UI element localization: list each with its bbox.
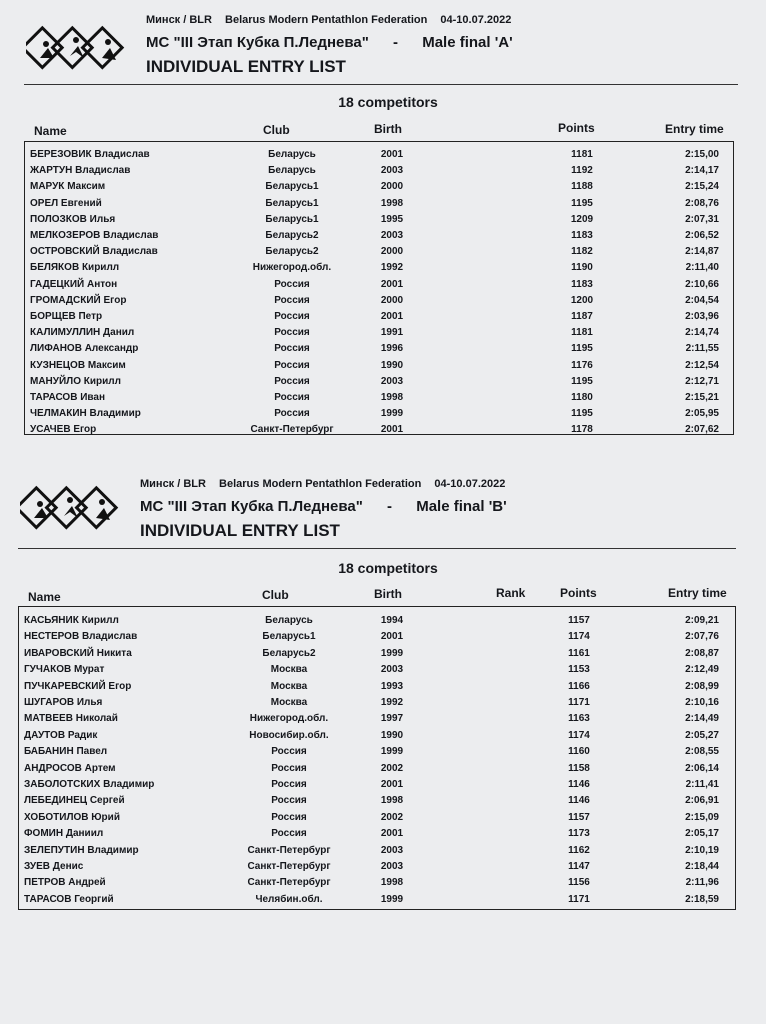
athlete-name: ЗАБОЛОТСКИХ Владимир xyxy=(24,779,155,790)
table-row xyxy=(19,891,735,907)
column-header-rank: Rank xyxy=(496,586,526,600)
athlete-entry-time: 2:12,49 xyxy=(685,664,719,676)
table-row xyxy=(25,211,733,227)
athlete-entry-time: 2:12,71 xyxy=(685,375,719,387)
athlete-entry-time: 2:10,16 xyxy=(685,697,719,708)
table-row xyxy=(19,809,735,825)
athlete-club: Челябин.обл. xyxy=(255,893,323,905)
athlete-name: МЕЛКОЗЕРОВ Владислав xyxy=(30,230,159,241)
athlete-birth-year: 1999 xyxy=(380,893,404,905)
table-row xyxy=(25,146,733,162)
athlete-club: Россия xyxy=(274,311,310,322)
athlete-name: ТАРАСОВ Георгий xyxy=(24,893,114,905)
athlete-points: 1174 xyxy=(568,631,590,643)
event-title xyxy=(146,34,513,51)
athlete-points: 1171 xyxy=(568,697,590,708)
athlete-birth-year: 2000 xyxy=(380,246,404,258)
athlete-entry-time: 2:14,74 xyxy=(685,327,719,339)
athlete-points: 1161 xyxy=(568,647,590,659)
athlete-points: 1182 xyxy=(571,246,593,258)
athlete-birth-year: 2000 xyxy=(380,294,404,306)
athlete-entry-time: 2:05,95 xyxy=(685,408,719,420)
athlete-club: Россия xyxy=(271,746,307,758)
athlete-birth-year: 1998 xyxy=(380,197,404,209)
athlete-entry-time: 2:10,19 xyxy=(685,844,719,856)
athlete-points: 1158 xyxy=(568,762,590,774)
athlete-birth-year: 2003 xyxy=(380,165,404,177)
athlete-birth-year: 1990 xyxy=(380,729,404,741)
athlete-club: Россия xyxy=(274,408,310,420)
table-row xyxy=(25,162,733,178)
athlete-entry-time: 2:06,91 xyxy=(685,795,719,807)
athlete-club: Санкт-Петербург xyxy=(247,877,331,889)
athlete-birth-year: 2003 xyxy=(380,230,404,241)
list-title: INDIVIDUAL ENTRY LIST xyxy=(146,57,346,76)
athlete-points: 1181 xyxy=(571,327,593,339)
athlete-birth-year: 2002 xyxy=(380,811,404,823)
athlete-club: Россия xyxy=(271,795,307,807)
competitor-count: 18 competitors xyxy=(338,94,438,110)
table-row xyxy=(19,727,735,743)
table-row xyxy=(25,373,733,389)
athlete-entry-time: 2:18,59 xyxy=(685,893,719,905)
table-row xyxy=(25,324,733,340)
table-row xyxy=(25,276,733,292)
athlete-points: 1180 xyxy=(571,392,593,403)
event-name: МС "III Этап Кубка П.Леднева" xyxy=(140,498,363,515)
athlete-club: Новосибир.обл. xyxy=(249,729,329,741)
athlete-entry-time: 2:11,40 xyxy=(685,262,719,274)
athlete-name: ОСТРОВСКИЙ Владислав xyxy=(30,246,158,258)
athlete-club: Санкт-Петербург xyxy=(247,844,331,856)
athlete-birth-year: 1993 xyxy=(380,680,404,692)
athlete-name: ПОЛОЗКОВ Илья xyxy=(30,213,116,225)
athlete-name: ЧЕЛМАКИН Владимир xyxy=(30,408,141,420)
pentathlon-logo-icon xyxy=(26,18,131,76)
entry-table xyxy=(18,606,736,910)
athlete-club: Россия xyxy=(271,779,307,790)
athlete-name: ОРЕЛ Евгений xyxy=(30,197,102,209)
column-header-club: Club xyxy=(263,123,290,137)
athlete-birth-year: 1997 xyxy=(380,713,404,725)
athlete-entry-time: 2:06,52 xyxy=(685,230,719,241)
column-header-entry-time: Entry time xyxy=(665,122,724,136)
athlete-club: Россия xyxy=(274,327,310,339)
table-row xyxy=(25,308,733,324)
athlete-birth-year: 1999 xyxy=(380,408,404,420)
athlete-birth-year: 2003 xyxy=(380,664,404,676)
athlete-name: МАНУЙЛО Кирилл xyxy=(30,375,121,387)
athlete-entry-time: 2:14,17 xyxy=(685,165,719,177)
athlete-birth-year: 2002 xyxy=(380,762,404,774)
athlete-entry-time: 2:08,76 xyxy=(685,197,719,209)
final-label: Male final 'B' xyxy=(416,498,507,515)
column-header-birth: Birth xyxy=(374,587,402,601)
athlete-points: 1181 xyxy=(571,149,593,160)
athlete-name: ЗЕЛЕПУТИН Владимир xyxy=(24,844,139,856)
title-dash: - xyxy=(393,34,399,51)
athlete-points: 1190 xyxy=(571,262,593,274)
column-header-entry-time: Entry time xyxy=(668,586,727,600)
table-row xyxy=(25,421,733,437)
athlete-name: ЖАРТУН Владислав xyxy=(30,165,131,177)
table-row xyxy=(19,694,735,710)
athlete-points: 1146 xyxy=(568,779,590,790)
event-name: МС "III Этап Кубка П.Леднева" xyxy=(146,34,369,51)
athlete-club: Беларусь xyxy=(268,149,316,160)
athlete-entry-time: 2:08,55 xyxy=(685,746,719,758)
location-text: Минск / BLR xyxy=(140,478,206,490)
athlete-entry-time: 2:09,21 xyxy=(685,615,719,626)
athlete-name: ХОБОТИЛОВ Юрий xyxy=(24,811,120,823)
athlete-entry-time: 2:15,21 xyxy=(685,392,719,403)
athlete-points: 1183 xyxy=(571,230,593,241)
athlete-club: Беларусь xyxy=(268,165,316,177)
table-row xyxy=(19,612,735,628)
athlete-birth-year: 1998 xyxy=(380,392,404,403)
table-row xyxy=(25,259,733,275)
athlete-entry-time: 2:12,54 xyxy=(685,359,719,371)
athlete-name: ДАУТОВ Радик xyxy=(24,729,98,741)
column-header-birth: Birth xyxy=(374,122,402,136)
athlete-points: 1160 xyxy=(568,746,590,758)
table-row xyxy=(19,743,735,759)
athlete-name: АНДРОСОВ Артем xyxy=(24,762,116,774)
athlete-birth-year: 2003 xyxy=(380,861,404,872)
final-label: Male final 'A' xyxy=(422,34,513,51)
competitor-count: 18 competitors xyxy=(338,560,438,576)
athlete-entry-time: 2:05,17 xyxy=(685,828,719,840)
athlete-birth-year: 2001 xyxy=(380,278,404,290)
athlete-entry-time: 2:11,41 xyxy=(685,779,719,790)
athlete-name: ЛИФАНОВ Александр xyxy=(30,343,139,355)
table-row xyxy=(19,792,735,808)
event-title xyxy=(140,498,507,515)
table-row xyxy=(19,776,735,792)
table-row xyxy=(25,357,733,373)
athlete-points: 1195 xyxy=(571,375,593,387)
dates-text: 04-10.07.2022 xyxy=(440,14,512,26)
athlete-name: ПЕТРОВ Андрей xyxy=(24,877,106,889)
athlete-name: БЕЛЯКОВ Кирилл xyxy=(30,262,120,274)
athlete-club: Россия xyxy=(274,294,310,306)
athlete-points: 1209 xyxy=(570,213,594,225)
athlete-points: 1162 xyxy=(568,844,590,856)
athlete-birth-year: 2003 xyxy=(380,844,404,856)
athlete-club: Нижегород.обл. xyxy=(249,713,329,725)
athlete-name: КАЛИМУЛЛИН Данил xyxy=(30,327,135,339)
athlete-points: 1156 xyxy=(568,877,590,889)
entry-table xyxy=(24,141,734,435)
table-row xyxy=(19,628,735,644)
athlete-name: МАТВЕЕВ Николай xyxy=(24,713,118,725)
athlete-club: Россия xyxy=(274,375,310,387)
table-row xyxy=(19,842,735,858)
list-title: INDIVIDUAL ENTRY LIST xyxy=(140,521,340,540)
athlete-name: ПУЧКАРЕВСКИЙ Егор xyxy=(24,680,132,692)
athlete-points: 1195 xyxy=(571,343,593,355)
column-header-points: Points xyxy=(558,121,595,135)
athlete-name: КУЗНЕЦОВ Максим xyxy=(30,359,126,371)
athlete-entry-time: 2:18,44 xyxy=(685,861,719,872)
athlete-club: Санкт-Петербург xyxy=(250,424,334,436)
athlete-birth-year: 2001 xyxy=(380,779,404,790)
table-row xyxy=(19,760,735,776)
athlete-points: 1171 xyxy=(568,893,590,905)
athlete-entry-time: 2:07,62 xyxy=(685,424,719,436)
athlete-name: ЛЕБЕДИНЕЦ Сергей xyxy=(24,795,125,807)
athlete-points: 1183 xyxy=(571,278,593,290)
column-header-club: Club xyxy=(262,588,289,602)
athlete-entry-time: 2:08,87 xyxy=(685,647,719,659)
athlete-entry-time: 2:07,31 xyxy=(685,213,719,225)
athlete-name: ГУЧАКОВ Мурат xyxy=(24,664,105,676)
athlete-birth-year: 2001 xyxy=(380,311,404,322)
athlete-entry-time: 2:11,96 xyxy=(685,877,719,889)
table-row xyxy=(19,678,735,694)
athlete-birth-year: 1999 xyxy=(380,647,404,659)
athlete-birth-year: 1998 xyxy=(380,795,404,807)
athlete-name: ЗУЕВ Денис xyxy=(24,861,84,872)
athlete-points: 1188 xyxy=(571,181,593,193)
athlete-entry-time: 2:05,27 xyxy=(685,729,719,741)
athlete-club: Беларусь1 xyxy=(265,197,319,209)
athlete-points: 1157 xyxy=(568,811,590,823)
athlete-name: ИВАРОВСКИЙ Никита xyxy=(24,647,132,659)
athlete-entry-time: 2:08,99 xyxy=(685,680,719,692)
athlete-points: 1166 xyxy=(568,680,590,692)
athlete-birth-year: 2001 xyxy=(380,828,404,840)
athlete-birth-year: 1992 xyxy=(380,262,404,274)
table-row xyxy=(19,661,735,677)
table-row xyxy=(25,227,733,243)
athlete-points: 1195 xyxy=(571,408,593,420)
athlete-club: Беларусь2 xyxy=(262,647,316,659)
athlete-name: БОРЩЕВ Петр xyxy=(30,311,103,322)
athlete-club: Москва xyxy=(270,680,308,692)
athlete-name: ГАДЕЦКИЙ Антон xyxy=(30,278,118,290)
athlete-name: ТАРАСОВ Иван xyxy=(30,392,106,403)
athlete-entry-time: 2:03,96 xyxy=(685,311,719,322)
athlete-name: БЕРЕЗОВИК Владислав xyxy=(30,149,150,160)
table-row xyxy=(25,195,733,211)
entry-list-sheet-a xyxy=(0,0,766,470)
athlete-entry-time: 2:11,55 xyxy=(685,343,719,355)
athlete-birth-year: 2001 xyxy=(380,631,404,643)
athlete-name: УСАЧЕВ Егор xyxy=(30,424,97,436)
athlete-club: Беларусь2 xyxy=(265,246,319,258)
athlete-club: Нижегород.обл. xyxy=(252,262,332,274)
athlete-entry-time: 2:07,76 xyxy=(685,631,719,643)
event-meta-line xyxy=(146,14,521,26)
table-row xyxy=(25,178,733,194)
athlete-birth-year: 1996 xyxy=(380,343,404,355)
athlete-club: Россия xyxy=(271,828,307,840)
athlete-name: МАРУК Максим xyxy=(30,181,106,193)
athlete-points: 1146 xyxy=(568,795,590,807)
athlete-name: ГРОМАДСКИЙ Егор xyxy=(30,294,127,306)
athlete-club: Санкт-Петербург xyxy=(247,861,331,872)
athlete-club: Россия xyxy=(274,343,310,355)
athlete-birth-year: 2001 xyxy=(380,149,404,160)
table-row xyxy=(25,340,733,356)
athlete-name: БАБАНИН Павел xyxy=(24,746,108,758)
athlete-points: 1176 xyxy=(571,359,593,371)
athlete-points: 1195 xyxy=(571,197,593,209)
athlete-points: 1178 xyxy=(571,424,593,436)
header-divider xyxy=(18,548,736,549)
athlete-club: Беларусь1 xyxy=(262,631,316,643)
athlete-entry-time: 2:14,87 xyxy=(685,246,719,258)
athlete-points: 1153 xyxy=(568,664,590,676)
athlete-entry-time: 2:15,24 xyxy=(685,181,719,193)
athlete-points: 1192 xyxy=(571,165,593,177)
athlete-club: Россия xyxy=(274,359,310,371)
dates-text: 04-10.07.2022 xyxy=(434,478,506,490)
athlete-birth-year: 1995 xyxy=(380,213,404,225)
federation-text: Belarus Modern Pentathlon Federation xyxy=(225,14,428,26)
table-row xyxy=(19,710,735,726)
athlete-name: НЕСТЕРОВ Владислав xyxy=(24,631,138,643)
table-row xyxy=(19,874,735,890)
table-row xyxy=(19,858,735,874)
athlete-birth-year: 1991 xyxy=(380,327,404,339)
federation-text: Belarus Modern Pentathlon Federation xyxy=(219,478,422,490)
athlete-club: Москва xyxy=(270,664,308,676)
athlete-birth-year: 2001 xyxy=(380,424,404,436)
table-row xyxy=(25,389,733,405)
title-dash: - xyxy=(387,498,393,515)
athlete-birth-year: 1998 xyxy=(380,877,404,889)
athlete-points: 1157 xyxy=(568,615,590,626)
column-header-points: Points xyxy=(560,586,597,600)
athlete-name: ШУГАРОВ Илья xyxy=(24,697,103,708)
athlete-name: КАСЬЯНИК Кирилл xyxy=(24,615,119,626)
athlete-birth-year: 1994 xyxy=(380,615,404,626)
athlete-birth-year: 2003 xyxy=(380,375,404,387)
location-text: Минск / BLR xyxy=(146,14,212,26)
header-divider xyxy=(24,84,738,85)
athlete-club: Беларусь2 xyxy=(265,230,319,241)
column-header-name: Name xyxy=(34,124,67,138)
table-row xyxy=(25,292,733,308)
athlete-birth-year: 1992 xyxy=(380,697,404,708)
column-header-name: Name xyxy=(28,590,61,604)
athlete-club: Беларусь1 xyxy=(265,181,319,193)
athlete-points: 1147 xyxy=(568,861,590,872)
athlete-birth-year: 1999 xyxy=(380,746,404,758)
athlete-birth-year: 2000 xyxy=(380,181,404,193)
athlete-entry-time: 2:04,54 xyxy=(685,294,719,306)
table-row xyxy=(19,825,735,841)
athlete-club: Россия xyxy=(274,278,310,290)
athlete-entry-time: 2:14,49 xyxy=(685,713,719,725)
pentathlon-logo-icon xyxy=(20,478,125,536)
table-row xyxy=(19,645,735,661)
athlete-points: 1173 xyxy=(568,828,590,840)
athlete-entry-time: 2:15,09 xyxy=(685,811,719,823)
athlete-points: 1200 xyxy=(570,294,594,306)
athlete-entry-time: 2:06,14 xyxy=(685,762,719,774)
table-row xyxy=(25,243,733,259)
athlete-points: 1174 xyxy=(568,729,590,741)
athlete-club: Россия xyxy=(271,811,307,823)
table-row xyxy=(25,405,733,421)
athlete-entry-time: 2:10,66 xyxy=(685,278,719,290)
athlete-points: 1163 xyxy=(568,713,590,725)
athlete-club: Россия xyxy=(271,762,307,774)
athlete-entry-time: 2:15,00 xyxy=(685,149,719,160)
athlete-club: Россия xyxy=(274,392,310,403)
entry-list-sheet-b xyxy=(0,470,766,930)
event-meta-line xyxy=(140,478,515,490)
athlete-birth-year: 1990 xyxy=(380,359,404,371)
athlete-name: ФОМИН Даниил xyxy=(24,828,104,840)
athlete-points: 1187 xyxy=(571,311,593,322)
athlete-club: Москва xyxy=(270,697,308,708)
athlete-club: Беларусь1 xyxy=(265,213,319,225)
athlete-club: Беларусь xyxy=(265,615,313,626)
